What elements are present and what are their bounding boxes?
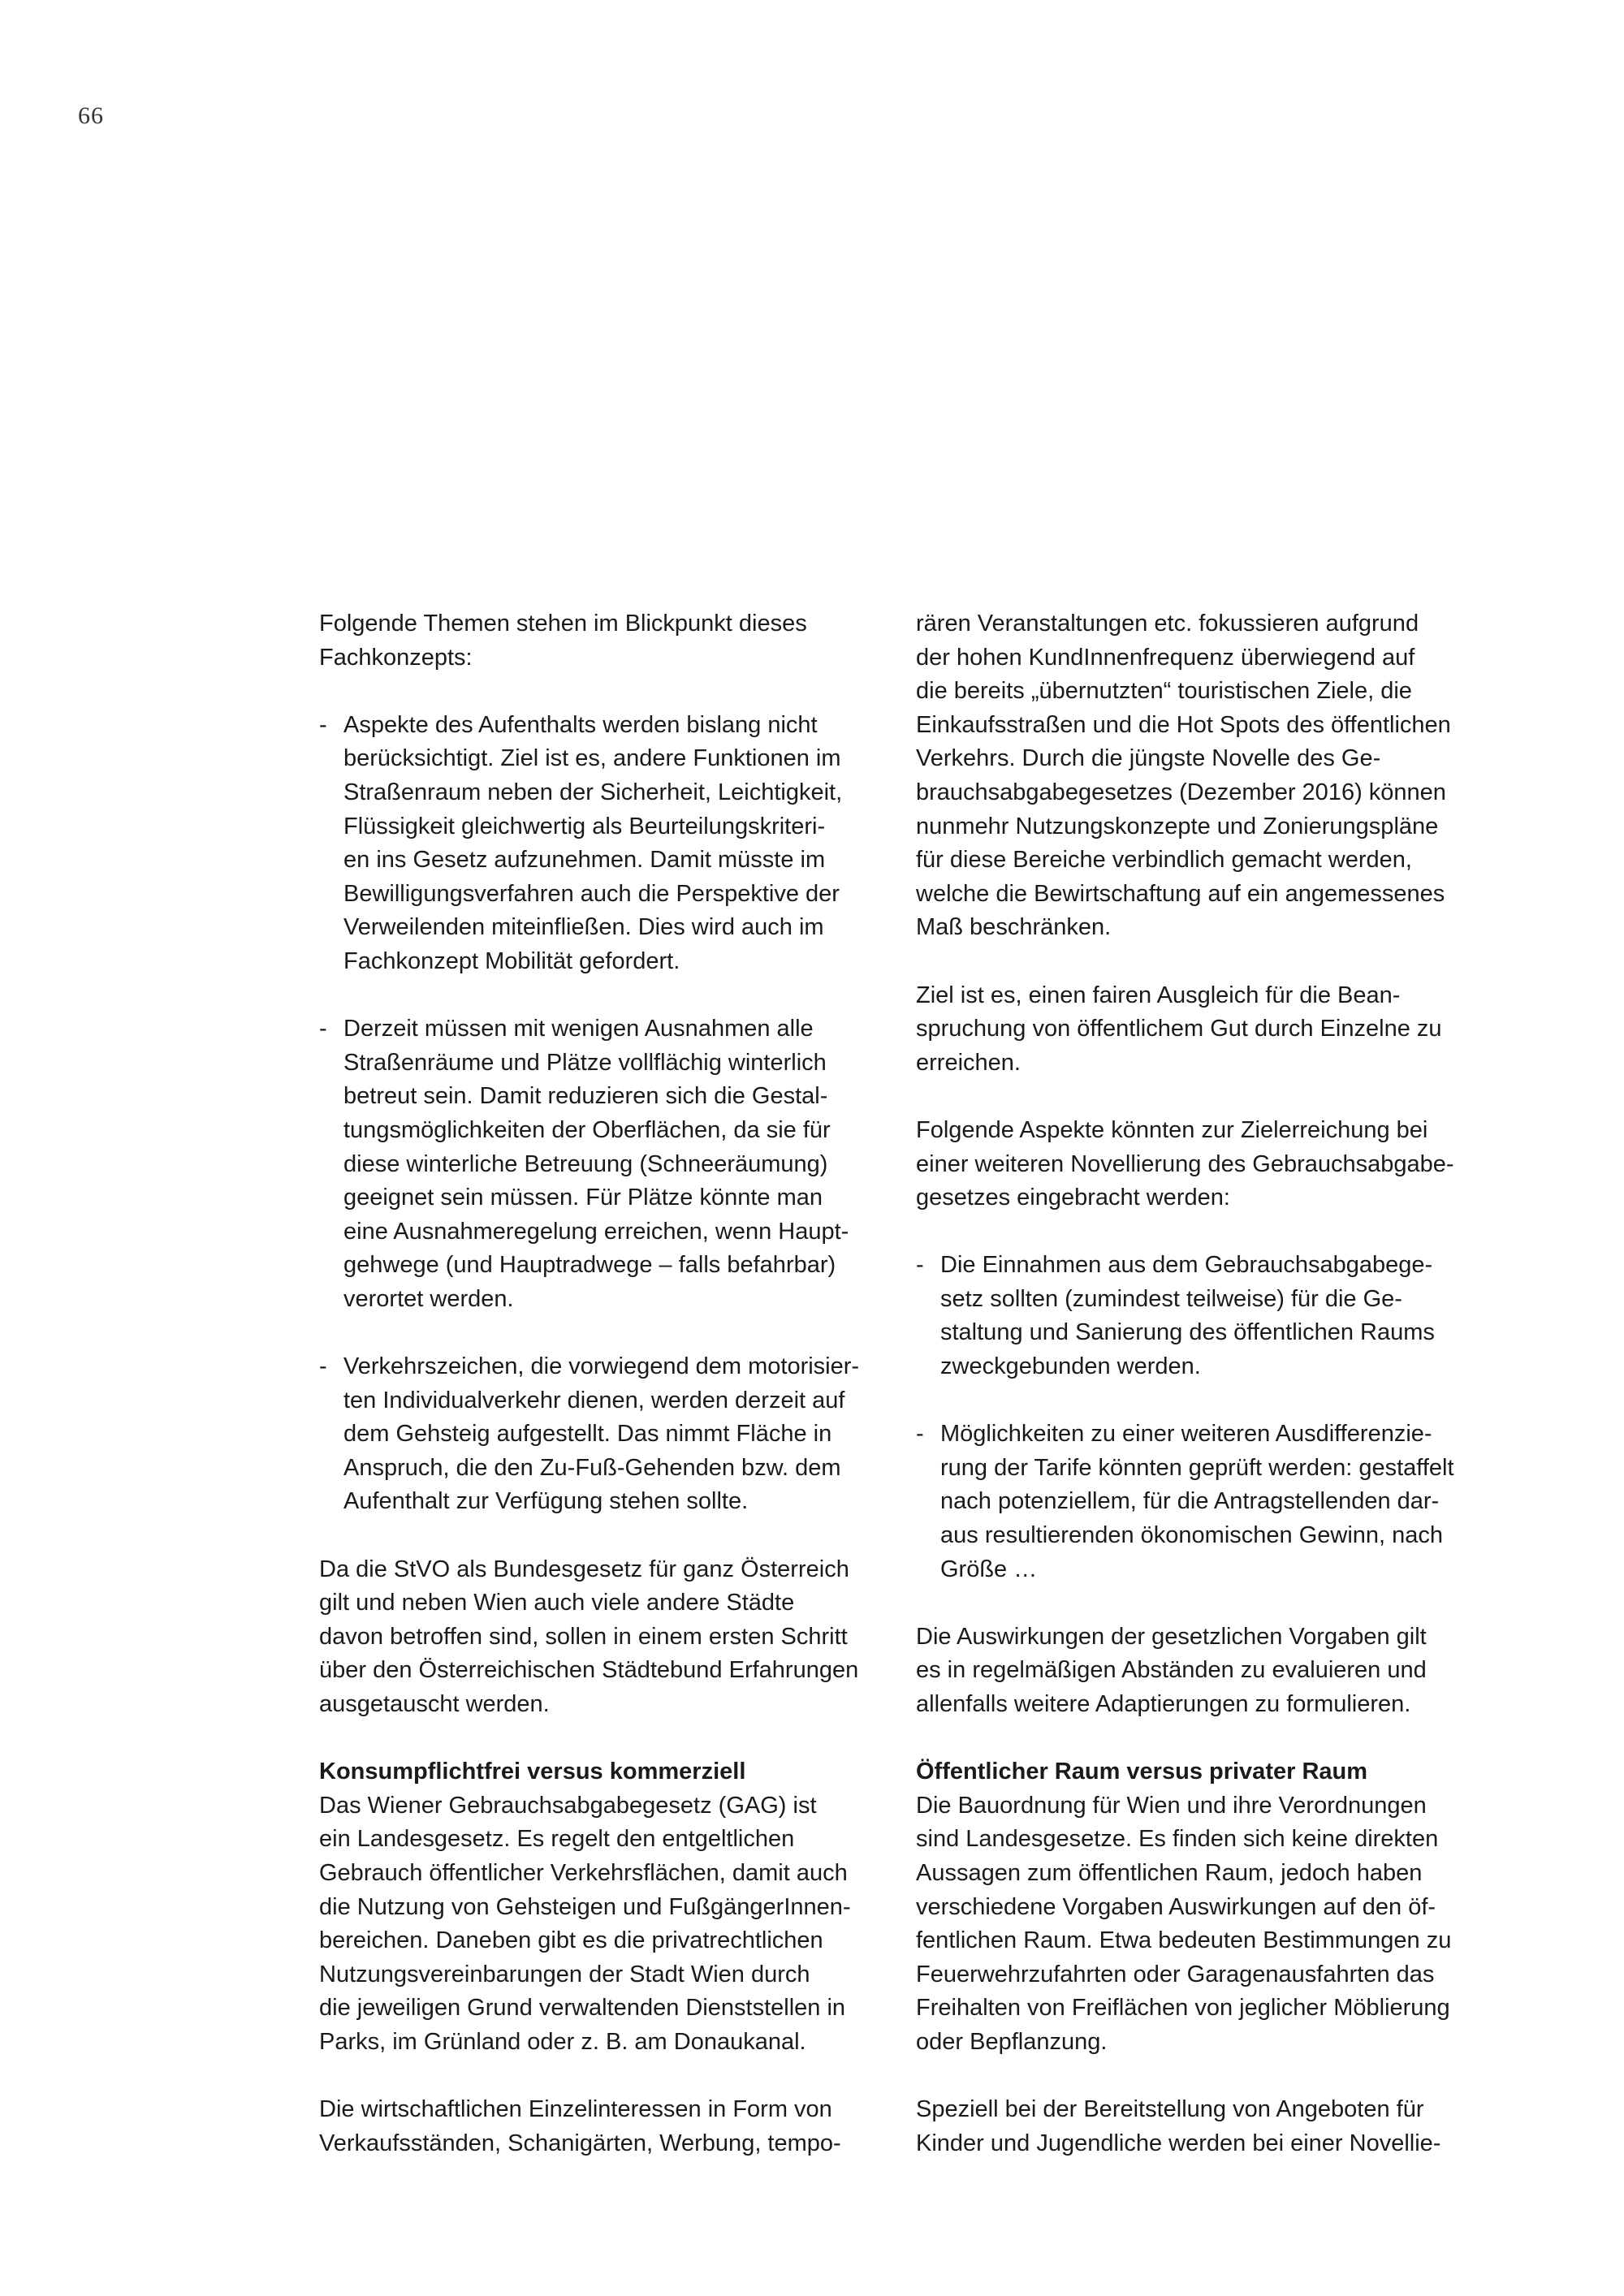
text-line: Nutzungsvereinbarungen der Stadt Wien durch bbox=[319, 1961, 810, 1987]
text-line: Straßenräume und Plätze vollflächig winterlich bbox=[343, 1049, 827, 1076]
text-line: die Nutzung von Gehsteigen und FußgängerInnen- bbox=[319, 1893, 851, 1920]
text-line: welche die Bewirtschaftung auf ein angemessenes bbox=[916, 880, 1445, 907]
section-heading: Konsumpflichtfrei versus kommerziell bbox=[319, 1759, 746, 1785]
text-line: allenfalls weitere Adaptierungen zu formulieren. bbox=[916, 1691, 1411, 1717]
text-line: Kinder und Jugendliche werden bei einer Novellie- bbox=[916, 2130, 1441, 2156]
text-line: Größe … bbox=[940, 1556, 1038, 1582]
text-line: Flüssigkeit gleichwertig als Beurteilungskriteri- bbox=[343, 813, 826, 839]
text-line: gilt und neben Wien auch viele andere Städte bbox=[319, 1590, 795, 1616]
text-line: staltung und Sanierung des öffentlichen Raums bbox=[940, 1319, 1435, 1346]
text-line: Verkaufsständen, Schanigärten, Werbung, tempo- bbox=[319, 2130, 841, 2156]
text-line: tungsmöglichkeiten der Oberflächen, da sie für bbox=[343, 1116, 831, 1143]
text-line: sind Landesgesetze. Es finden sich keine direkten bbox=[916, 1826, 1439, 1853]
text-line: für diese Bereiche verbindlich gemacht werden, bbox=[916, 847, 1412, 874]
text-line: Die wirtschaftlichen Einzelinteressen in Form von bbox=[319, 2096, 832, 2123]
text-line: Folgende Aspekte könnten zur Zielerreichung bei bbox=[916, 1116, 1428, 1143]
bullet-item-einnahmen bbox=[916, 1249, 1484, 1383]
text-line: einer weiteren Novellierung des Gebrauchsabgabe- bbox=[916, 1150, 1454, 1177]
bullet-dash: - bbox=[916, 1421, 924, 1448]
text-line: fentlichen Raum. Etwa bedeuten Bestimmungen zu bbox=[916, 1927, 1452, 1954]
text-line: Folgende Themen stehen im Blickpunkt dieses bbox=[319, 611, 807, 637]
paragraph-ziel bbox=[916, 979, 1484, 1081]
section-konsumpflichtfrei bbox=[319, 1755, 888, 2059]
right-column bbox=[916, 607, 1484, 2160]
text-line: Freihalten von Freiflächen von jeglicher Möblierung bbox=[916, 1995, 1450, 2022]
bullet-item-verkehrszeichen bbox=[319, 1350, 888, 1519]
bullet-item-tarife bbox=[916, 1418, 1484, 1586]
text-line: die bereits „übernutzten“ touristischen Ziele, die bbox=[916, 678, 1412, 705]
text-line: diese winterliche Betreuung (Schneeräumung) bbox=[343, 1150, 828, 1177]
bullet-dash: - bbox=[319, 711, 327, 738]
paragraph-wirtschaft bbox=[319, 2093, 888, 2160]
text-line: geeignet sein müssen. Für Plätze könnte man bbox=[343, 1185, 823, 1211]
text-line: ten Individualverkehr dienen, werden derzeit auf bbox=[343, 1387, 845, 1413]
section-heading: Öffentlicher Raum versus privater Raum bbox=[916, 1759, 1368, 1785]
text-line: Parks, im Grünland oder z. B. am Donaukanal. bbox=[319, 2028, 806, 2055]
text-line: Ziel ist es, einen fairen Ausgleich für die Bean- bbox=[916, 982, 1401, 1008]
text-line: Aspekte des Aufenthalts werden bislang nicht bbox=[343, 711, 818, 738]
text-line: Fachkonzept Mobilität gefordert. bbox=[343, 947, 680, 974]
text-line: Verweilenden miteinfließen. Dies wird auch im bbox=[343, 914, 824, 941]
text-line: Einkaufsstraßen und die Hot Spots des öffentlichen bbox=[916, 711, 1451, 738]
text-line: Maß beschränken. bbox=[916, 914, 1112, 941]
text-line: Möglichkeiten zu einer weiteren Ausdifferenzie- bbox=[940, 1421, 1432, 1448]
text-line: gehwege (und Hauptradwege – falls befahrbar) bbox=[343, 1252, 836, 1279]
paragraph-auswirkungen bbox=[916, 1621, 1484, 1722]
text-line: Die Bauordnung für Wien und ihre Verordnungen bbox=[916, 1792, 1427, 1819]
text-line: Die Auswirkungen der gesetzlichen Vorgaben gilt bbox=[916, 1623, 1427, 1650]
text-line: brauchsabgabegesetzes (Dezember 2016) können bbox=[916, 779, 1446, 805]
text-line: en ins Gesetz aufzunehmen. Damit müsste im bbox=[343, 847, 826, 874]
intro-paragraph bbox=[319, 607, 888, 675]
text-line: Derzeit müssen mit wenigen Ausnahmen alle bbox=[343, 1016, 814, 1042]
text-line: Speziell bei der Bereitstellung von Angeboten für bbox=[916, 2096, 1424, 2123]
paragraph-stvo bbox=[319, 1553, 888, 1722]
bullet-dash: - bbox=[319, 1353, 327, 1380]
text-line: nach potenziellem, für die Antragstellenden dar- bbox=[940, 1488, 1440, 1515]
text-line: Feuerwehrzufahrten oder Garagenausfahrten das bbox=[916, 1961, 1435, 1987]
section-oeffentlicher-raum bbox=[916, 1755, 1484, 2059]
text-line: ausgetauscht werden. bbox=[319, 1691, 550, 1717]
text-line: über den Österreichischen Städtebund Erfahrungen bbox=[319, 1657, 859, 1684]
text-line: verschiedene Vorgaben Auswirkungen auf den öf- bbox=[916, 1893, 1436, 1920]
text-line: Verkehrs. Durch die jüngste Novelle des Ge- bbox=[916, 745, 1381, 772]
text-line: aus resultierenden ökonomischen Gewinn, nach bbox=[940, 1522, 1444, 1549]
text-line: setz sollten (zumindest teilweise) für die Ge- bbox=[940, 1285, 1402, 1312]
text-line: rung der Tarife könnten geprüft werden: gestaffelt bbox=[940, 1454, 1454, 1481]
paragraph-aspekte bbox=[916, 1114, 1484, 1215]
text-line: betreut sein. Damit reduzieren sich die Gestal- bbox=[343, 1083, 828, 1110]
bullet-dash: - bbox=[319, 1016, 327, 1042]
text-line: Gebrauch öffentlicher Verkehrsflächen, damit auch bbox=[319, 1859, 848, 1886]
text-line: Fachkonzepts: bbox=[319, 644, 473, 671]
text-line: oder Bepflanzung. bbox=[916, 2028, 1108, 2055]
paragraph-continued bbox=[916, 607, 1484, 945]
text-line: erreichen. bbox=[916, 1049, 1021, 1076]
text-line: zweckgebunden werden. bbox=[940, 1353, 1201, 1380]
text-line: Aufenthalt zur Verfügung stehen sollte. bbox=[343, 1488, 749, 1515]
page-number: 66 bbox=[78, 102, 104, 129]
text-line: rären Veranstaltungen etc. fokussieren aufgrund bbox=[916, 611, 1419, 637]
text-line: verortet werden. bbox=[343, 1285, 514, 1312]
text-line: Bewilligungsverfahren auch die Perspektive der bbox=[343, 880, 840, 907]
text-line: bereichen. Daneben gibt es die privatrechtlichen bbox=[319, 1927, 823, 1954]
text-line: der hohen KundInnenfrequenz überwiegend auf bbox=[916, 644, 1415, 671]
text-line: eine Ausnahmeregelung erreichen, wenn Haupt- bbox=[343, 1218, 849, 1245]
text-line: berücksichtigt. Ziel ist es, andere Funktionen im bbox=[343, 745, 841, 772]
text-line: die jeweiligen Grund verwaltenden Dienststellen in bbox=[319, 1995, 846, 2022]
text-line: Anspruch, die den Zu-Fuß-Gehenden bzw. dem bbox=[343, 1454, 841, 1481]
text-line: Da die StVO als Bundesgesetz für ganz Österreich bbox=[319, 1556, 849, 1582]
bullet-item-winterdienst bbox=[319, 1012, 888, 1316]
text-line: Die Einnahmen aus dem Gebrauchsabgabege- bbox=[940, 1252, 1433, 1279]
left-column bbox=[319, 607, 888, 2160]
paragraph-speziell bbox=[916, 2093, 1484, 2160]
text-line: Aussagen zum öffentlichen Raum, jedoch haben bbox=[916, 1859, 1423, 1886]
text-line: Verkehrszeichen, die vorwiegend dem motorisier- bbox=[343, 1353, 860, 1380]
text-line: dem Gehsteig aufgestellt. Das nimmt Fläche in bbox=[343, 1421, 832, 1448]
text-line: davon betroffen sind, sollen in einem ersten Schritt bbox=[319, 1623, 848, 1650]
text-line: nunmehr Nutzungskonzepte und Zonierungspläne bbox=[916, 813, 1439, 839]
text-line: Straßenraum neben der Sicherheit, Leichtigkeit, bbox=[343, 779, 843, 805]
bullet-dash: - bbox=[916, 1252, 924, 1279]
text-line: ein Landesgesetz. Es regelt den entgeltlichen bbox=[319, 1826, 795, 1853]
text-line: es in regelmäßigen Abständen zu evaluieren und bbox=[916, 1657, 1427, 1684]
text-line: spruchung von öffentlichem Gut durch Einzelne zu bbox=[916, 1016, 1442, 1042]
bullet-item-aufenthalt bbox=[319, 709, 888, 979]
text-line: gesetzes eingebracht werden: bbox=[916, 1185, 1230, 1211]
text-line: Das Wiener Gebrauchsabgabegesetz (GAG) ist bbox=[319, 1792, 817, 1819]
